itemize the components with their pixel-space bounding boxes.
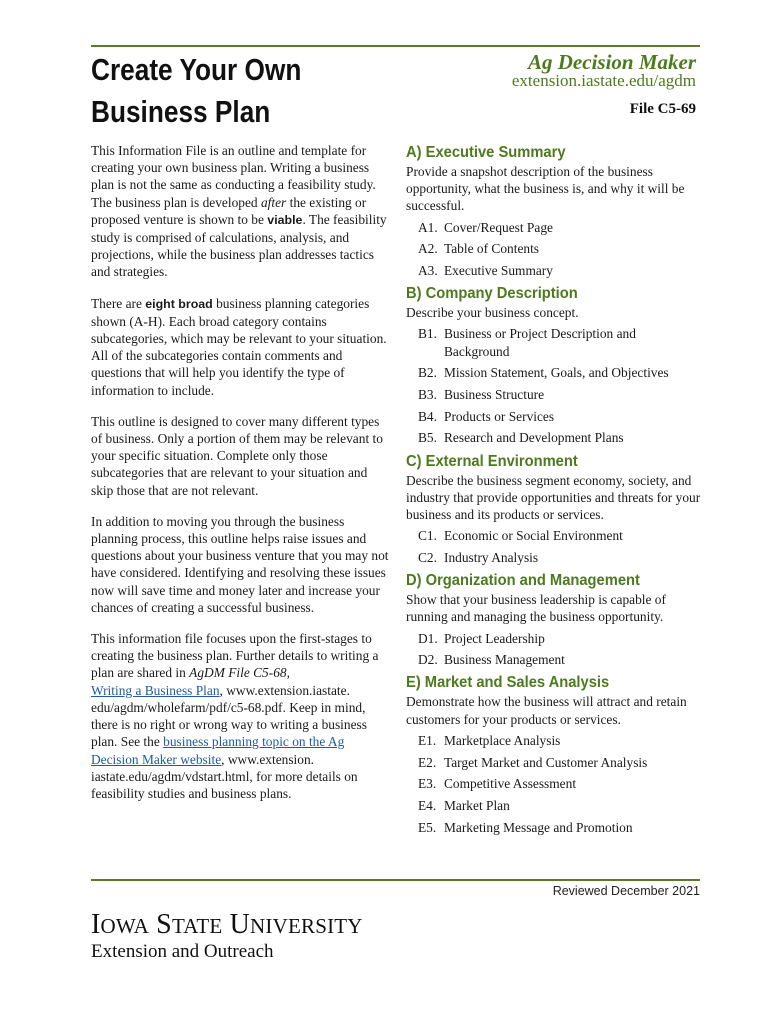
isu-extension-outreach: Extension and Outreach bbox=[91, 941, 274, 962]
list-item bbox=[418, 732, 702, 749]
section-description: Provide a snapshot description of the business opportunity, what the business is, and why it will be successful. bbox=[406, 164, 685, 214]
list-item bbox=[418, 527, 702, 544]
section-heading: E) Market and Sales Analysis bbox=[406, 674, 610, 692]
p1-strong: viable bbox=[267, 212, 303, 227]
section-heading: B) Company Description bbox=[406, 285, 578, 303]
p2-strong: eight broad bbox=[145, 296, 213, 311]
item-code: D2. bbox=[418, 652, 438, 668]
list-item bbox=[418, 549, 702, 566]
section-description: Describe the business segment economy, society, and industry that provide opportunities and threats for your business and its products or services. bbox=[406, 472, 701, 523]
item-label: Market Plan bbox=[444, 797, 510, 813]
brand-name: Ag Decision Maker bbox=[528, 50, 696, 74]
list-item bbox=[418, 262, 702, 279]
p5-emphasis: AgDM File C5-68, bbox=[189, 665, 290, 681]
intro-column bbox=[91, 142, 391, 816]
intro-paragraph-1 bbox=[91, 142, 391, 281]
header-rule bbox=[91, 45, 700, 47]
item-label: Cover/Request Page bbox=[444, 219, 553, 235]
list-item bbox=[418, 408, 702, 425]
item-label: Executive Summary bbox=[444, 263, 553, 279]
section-description: Demonstrate how the business will attract and retain customers for your products or services. bbox=[406, 694, 687, 727]
list-item bbox=[418, 219, 702, 236]
item-code: B3. bbox=[418, 387, 437, 403]
item-label: Industry Analysis bbox=[444, 549, 539, 565]
list-item bbox=[418, 775, 702, 792]
section-b bbox=[406, 284, 702, 446]
outline-column bbox=[406, 143, 702, 841]
subcategory-list bbox=[406, 630, 702, 669]
item-label: Business or Project Description and Background bbox=[444, 326, 636, 359]
subcategory-list bbox=[406, 732, 702, 836]
section-c bbox=[406, 452, 702, 567]
list-item bbox=[418, 429, 702, 446]
item-code: A1. bbox=[418, 219, 438, 235]
section-description: Describe your business concept. bbox=[406, 305, 579, 321]
section-heading: A) Executive Summary bbox=[406, 144, 566, 161]
item-code: B4. bbox=[418, 408, 437, 424]
subcategory-list bbox=[406, 527, 702, 566]
item-code: E2. bbox=[418, 754, 437, 770]
item-code: E4. bbox=[418, 797, 437, 813]
list-item bbox=[418, 630, 702, 647]
item-code: B2. bbox=[418, 365, 437, 381]
item-code: E3. bbox=[418, 776, 437, 792]
p5-text-c: , www.extension. iastate.edu/agdm/vdstart.html, for more details on feasibility studies and business plans. bbox=[91, 751, 358, 801]
p2-text-b: business planning categories shown (A-H). Each broad category contains subcategories, which may be relevant to your situation. All of the subcategories contain comments and questions that will help you identify the type of information to include. bbox=[91, 295, 387, 398]
item-label: Marketplace Analysis bbox=[444, 732, 561, 748]
section-description: Show that your business leadership is capable of running and managing the business opportunity. bbox=[406, 592, 666, 625]
list-item bbox=[418, 797, 702, 814]
writing-business-plan-link[interactable]: Writing a Business Plan bbox=[91, 682, 220, 698]
p1-text-c: . The feasibility study is comprised of calculations, analysis, and projections, while the business plan addresses tactics and strategies. bbox=[91, 211, 387, 280]
item-label: Mission Statement, Goals, and Objectives bbox=[444, 365, 669, 381]
list-item bbox=[418, 386, 702, 403]
subcategory-list bbox=[406, 219, 702, 280]
reviewed-date: Reviewed December 2021 bbox=[552, 884, 700, 898]
item-label: Target Market and Customer Analysis bbox=[444, 754, 648, 770]
list-item bbox=[418, 819, 702, 836]
item-label: Products or Services bbox=[444, 408, 555, 424]
list-item bbox=[418, 240, 702, 257]
item-code: E1. bbox=[418, 732, 437, 748]
intro-paragraph-5 bbox=[91, 630, 391, 802]
item-code: C1. bbox=[418, 528, 437, 544]
item-label: Research and Development Plans bbox=[444, 430, 624, 446]
item-label: Business Structure bbox=[444, 387, 545, 403]
section-heading: D) Organization and Management bbox=[406, 572, 640, 590]
item-label: Table of Contents bbox=[444, 241, 540, 257]
item-code: E5. bbox=[418, 819, 437, 835]
p1-text-b: the existing or proposed venture is shown to be bbox=[91, 194, 367, 227]
item-label: Project Leadership bbox=[444, 630, 545, 646]
p2-text-a: There are bbox=[91, 295, 146, 311]
section-e bbox=[406, 673, 702, 835]
p1-text-a: This Information File is an outline and template for creating your own business plan. Writing a business plan is not the same as conducting a feasibility study. The business plan is developed bbox=[91, 143, 376, 210]
item-code: A2. bbox=[418, 241, 438, 257]
file-number: File C5-69 bbox=[629, 101, 696, 117]
business-planning-topic-link[interactable]: business planning topic on the Ag Decision Maker website bbox=[91, 734, 345, 767]
section-d bbox=[406, 571, 702, 668]
title-line-1: Create Your Own bbox=[91, 53, 302, 87]
title-line-2: Business Plan bbox=[91, 95, 271, 129]
intro-paragraph-2 bbox=[91, 295, 391, 399]
list-item bbox=[418, 754, 702, 771]
list-item bbox=[418, 325, 702, 359]
p5-text-a: This information file focuses upon the first-stages to creating the business plan. Further details to writing a plan are shared in bbox=[91, 631, 379, 681]
section-heading: C) External Environment bbox=[406, 452, 578, 470]
item-code: B5. bbox=[418, 430, 437, 446]
p1-emphasis: after bbox=[260, 194, 287, 210]
isu-wordmark: IOWA STATE UNIVERSITY bbox=[91, 909, 363, 940]
item-label: Business Management bbox=[444, 652, 565, 668]
item-label: Marketing Message and Promotion bbox=[444, 819, 633, 835]
brand-block bbox=[512, 52, 696, 89]
subcategory-list bbox=[406, 325, 702, 446]
item-code: D1. bbox=[418, 630, 438, 646]
brand-url: extension.iastate.edu/agdm bbox=[511, 71, 696, 90]
list-item bbox=[418, 364, 702, 381]
item-label: Competitive Assessment bbox=[444, 776, 577, 792]
item-label: Economic or Social Environment bbox=[444, 528, 623, 544]
list-item bbox=[418, 651, 702, 668]
section-a bbox=[406, 143, 702, 279]
p5-text-b: , www.extension.iastate. edu/agdm/wholefarm/pdf/c5-68.pdf. Keep in mind, there is no right or wrong way to writing a business plan. See the bbox=[91, 682, 367, 750]
item-code: C2. bbox=[418, 549, 437, 565]
item-code: B1. bbox=[418, 326, 437, 342]
item-code: A3. bbox=[418, 263, 438, 279]
page-title bbox=[91, 49, 375, 133]
footer-rule bbox=[91, 879, 700, 881]
intro-paragraph-4: In addition to moving you through the business planning process, this outline helps raise issues and questions about your business venture that you may not have considered. Identifying and resolving these issues now will save time and money later and increase your chances of creating a successful business. bbox=[91, 513, 389, 615]
intro-paragraph-3: This outline is designed to cover many different types of business. Only a portion of them may be relevant to your specific situation. Complete only those subcategories that are relevant to your situation and skip those that are not relevant. bbox=[91, 413, 383, 498]
